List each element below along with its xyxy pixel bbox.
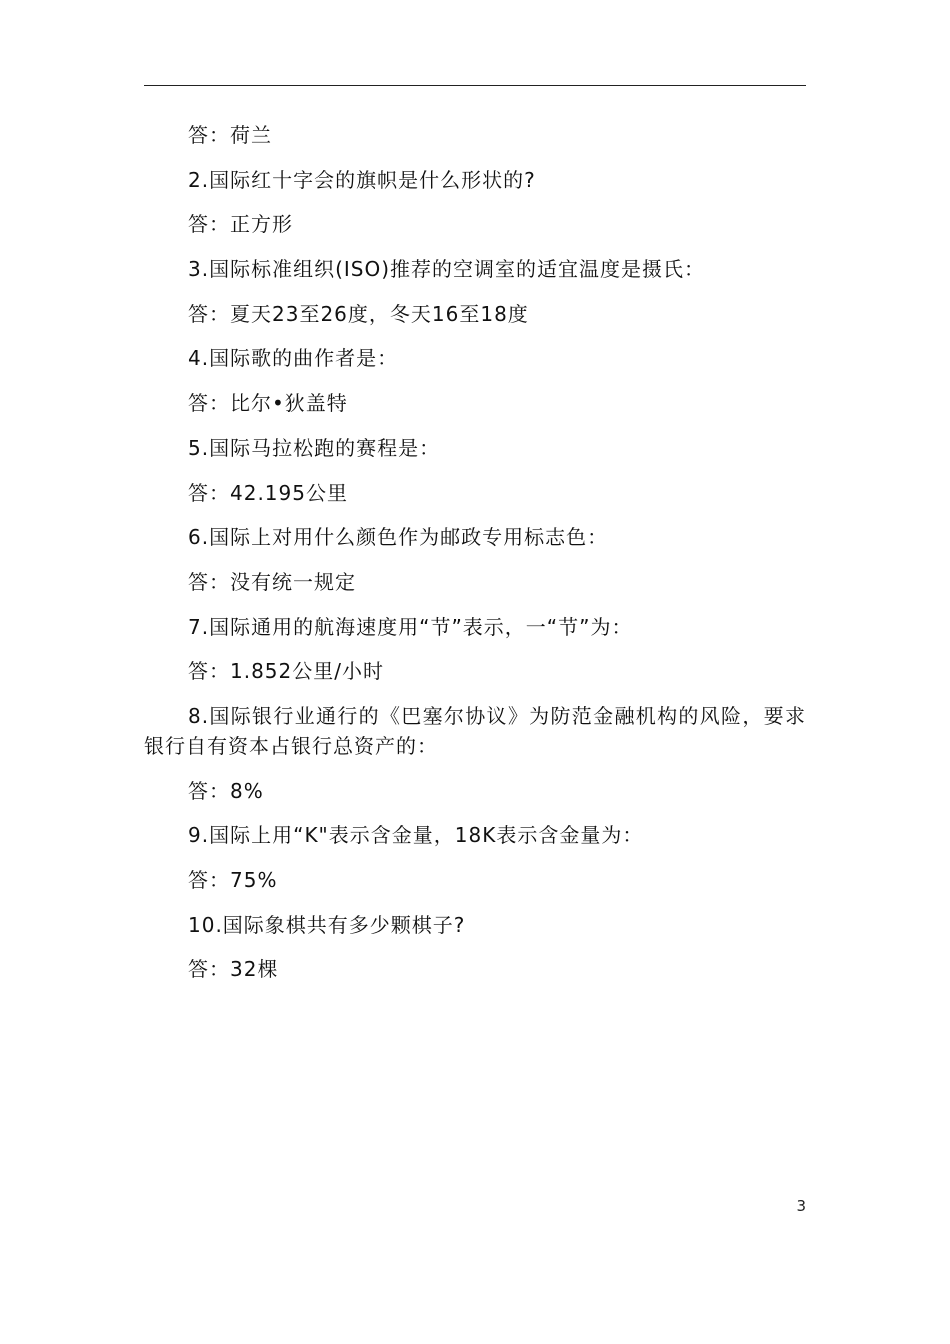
question-line: 9.国际上用“K"表示含金量，18K表示含金量为： bbox=[188, 823, 644, 848]
answer-line: 答：荷兰 bbox=[188, 123, 272, 147]
answer-line: 答：1.852公里/小时 bbox=[188, 659, 384, 684]
answer-line: 答：夏天23至26度，冬天16至18度 bbox=[188, 301, 529, 326]
page-number: 3 bbox=[796, 1197, 806, 1215]
answer-line: 答：8% bbox=[188, 778, 264, 803]
answer-line: 答：32棵 bbox=[188, 957, 279, 982]
answer-line: 答：75% bbox=[188, 868, 278, 892]
question-line: 8.国际银行业通行的《巴塞尔协议》为防范金融机构的风险，要求银行自有资本占银行总资产的： bbox=[144, 703, 806, 758]
question-line: 7.国际通用的航海速度用“节”表示，一“节”为： bbox=[188, 614, 633, 639]
question-line: 6.国际上对用什么颜色作为邮政专用标志色： bbox=[188, 525, 609, 550]
answer-line: 答：比尔•狄盖特 bbox=[188, 391, 348, 416]
header-rule bbox=[144, 85, 806, 86]
question-line: 3.国际标准组织(ISO)推荐的空调室的适宜温度是摄氏： bbox=[188, 257, 706, 282]
question-line: 2.国际红十字会的旗帜是什么形状的? bbox=[188, 167, 536, 192]
answer-line: 答：42.195公里 bbox=[188, 480, 348, 505]
question-line: 10.国际象棋共有多少颗棋子? bbox=[188, 912, 466, 937]
question-line: 5.国际马拉松跑的赛程是： bbox=[188, 435, 441, 460]
question-line: 4.国际歌的曲作者是： bbox=[188, 346, 399, 371]
answer-line: 答：正方形 bbox=[188, 212, 293, 237]
document-body bbox=[144, 120, 806, 999]
answer-line: 答：没有统一规定 bbox=[188, 569, 356, 594]
